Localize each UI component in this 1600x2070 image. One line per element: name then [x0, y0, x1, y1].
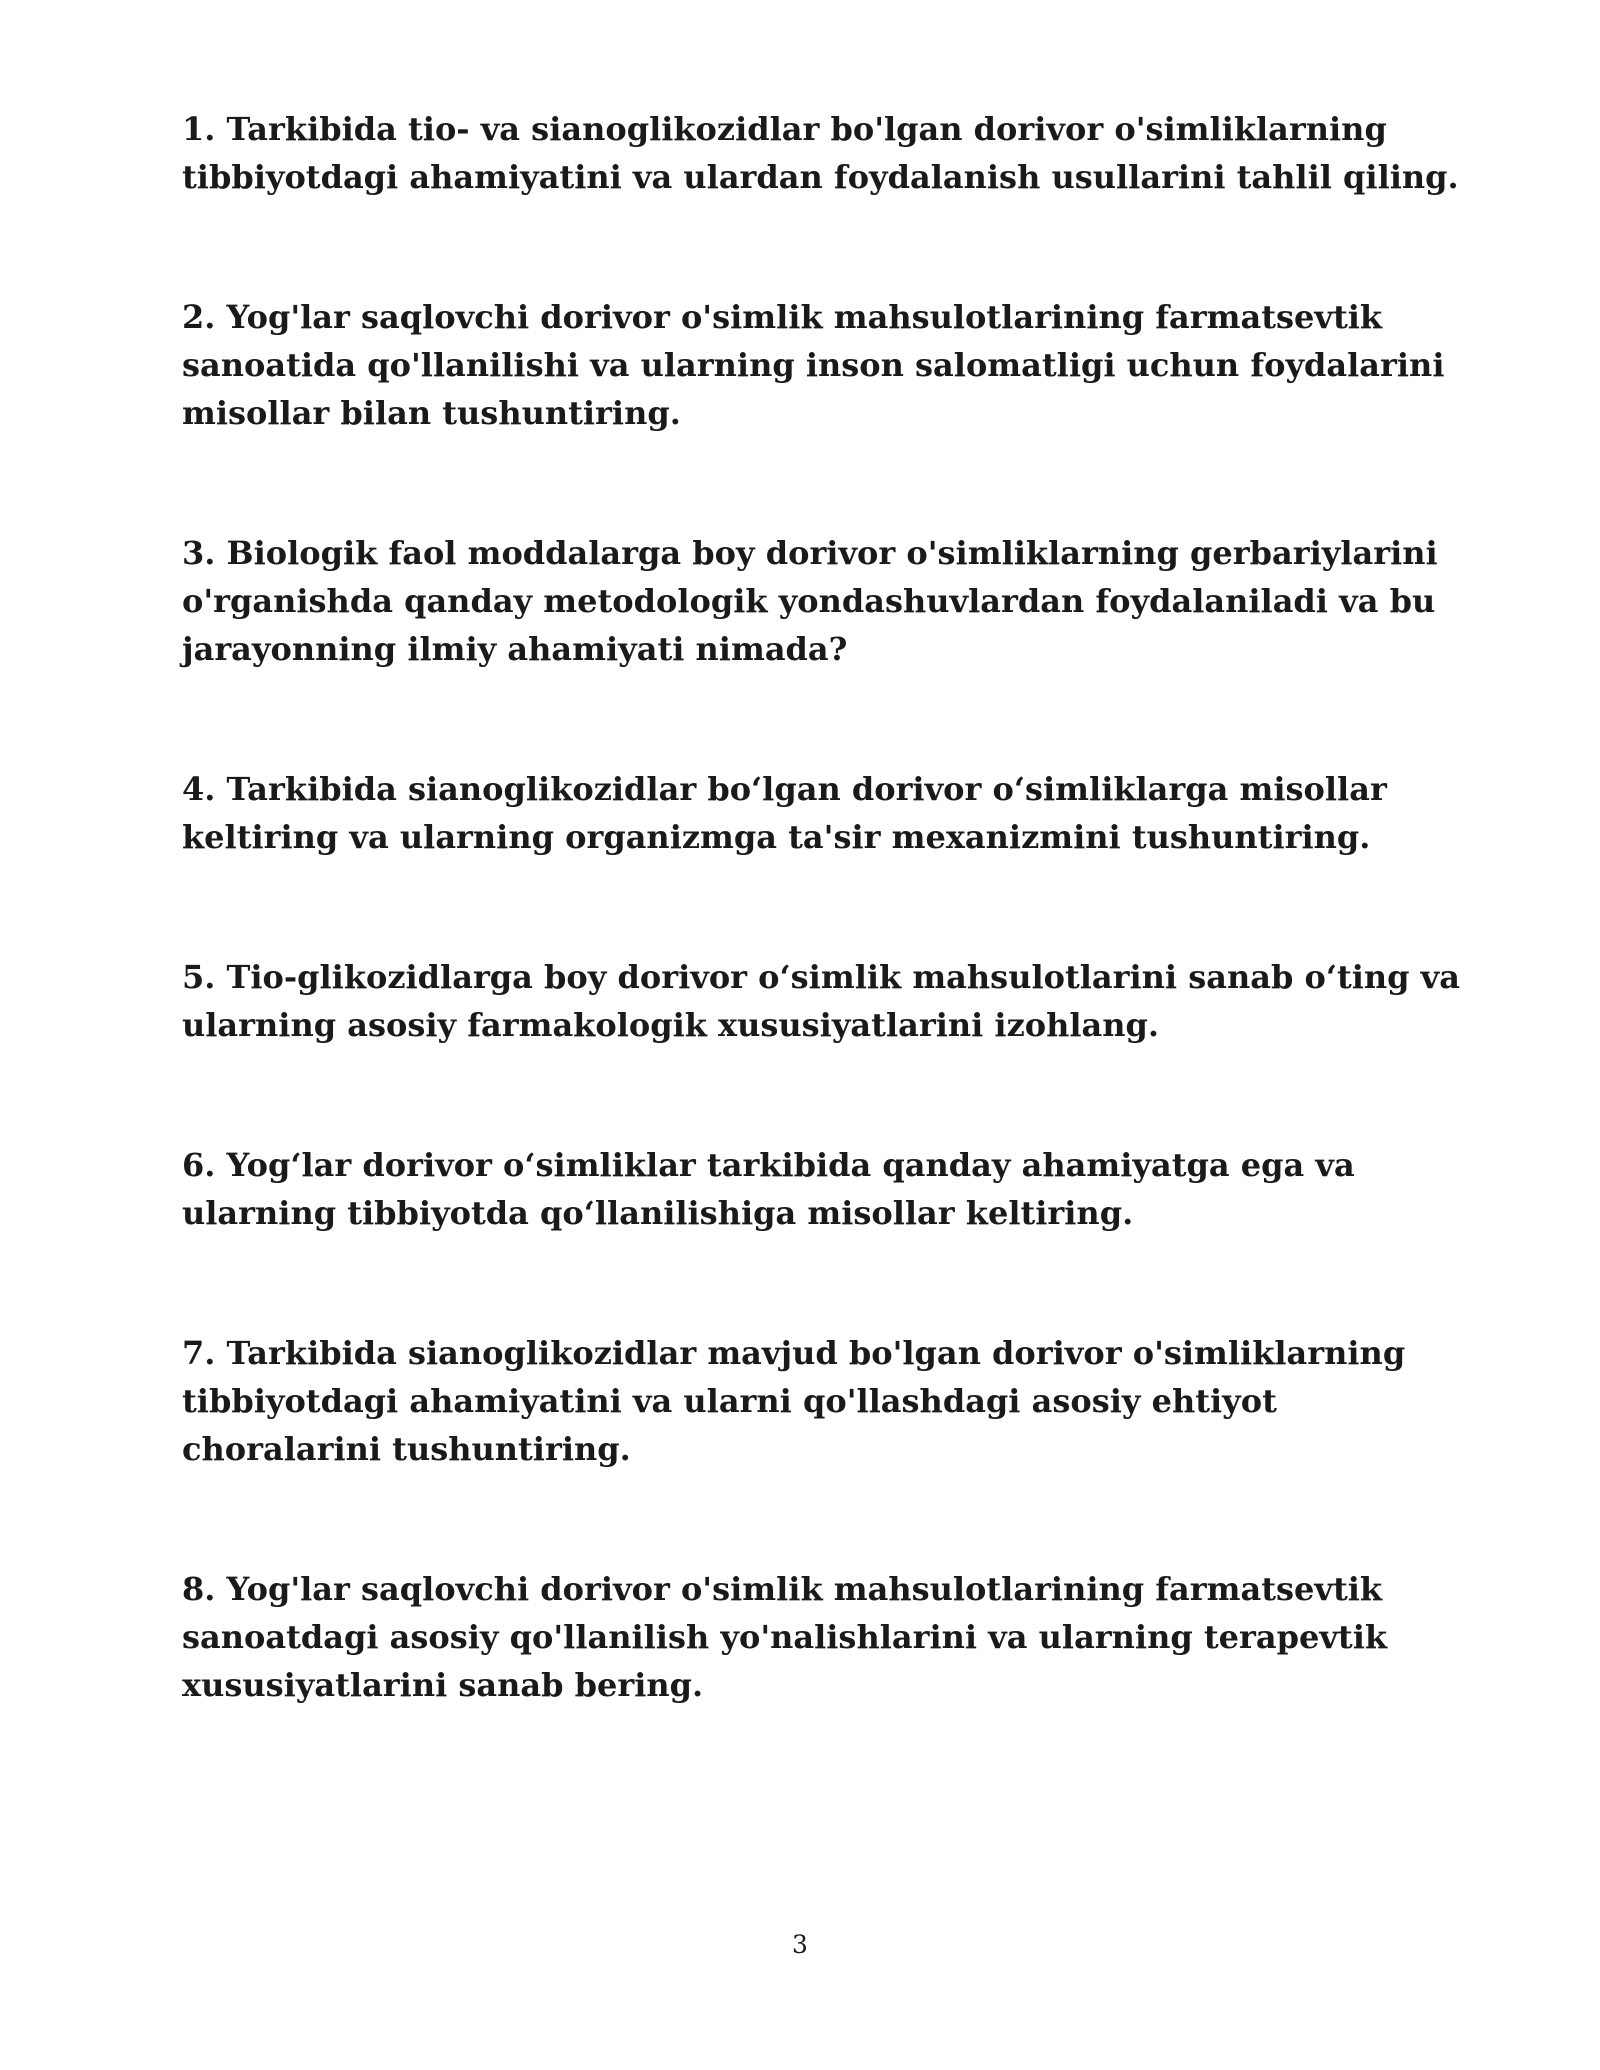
- page-number: 3: [792, 1930, 808, 1959]
- question-item: 6. Yog‘lar dorivor o‘simliklar tarkibida qanday ahamiyatga ega va ularning tibbiyotda qo‘llanilishiga misollar keltiring.: [182, 1146, 1355, 1232]
- question-item: 4. Tarkibida sianoglikozidlar bo‘lgan dorivor o‘simliklarga misollar keltiring va ularning organizmga ta'sir mexanizmini tushuntiring.: [182, 770, 1387, 856]
- question-item: 2. Yog'lar saqlovchi dorivor o'simlik mahsulotlarining farmatsevtik sanoatida qo'llanilishi va ularning inson salomatligi uchun foydalarini misollar bilan tushuntiring.: [182, 298, 1445, 432]
- question-item: 1. Tarkibida tio- va sianoglikozidlar bo'lgan dorivor o'simliklarning tibbiyotdagi ahamiyatini va ulardan foydalanish usullarini tahlil qiling.: [182, 110, 1459, 196]
- question-item: 3. Biologik faol moddalarga boy dorivor o'simliklarning gerbariylarini o'rganishda qanday metodologik yondashuvlardan foydalaniladi va bu jarayonning ilmiy ahamiyati nimada?: [182, 534, 1438, 668]
- question-item: 5. Tio-glikozidlarga boy dorivor o‘simlik mahsulotlarini sanab o‘ting va ularning asosiy farmakologik xususiyatlarini izohlang.: [182, 958, 1460, 1044]
- question-item: 7. Tarkibida sianoglikozidlar mavjud bo'lgan dorivor o'simliklarning tibbiyotdagi ahamiyatini va ularni qo'llashdagi asosiy ehtiyot choralarini tushuntiring.: [182, 1334, 1406, 1468]
- question-list: [182, 105, 1462, 1801]
- question-item: 8. Yog'lar saqlovchi dorivor o'simlik mahsulotlarining farmatsevtik sanoatdagi asosiy qo'llanilish yo'nalishlarini va ularning terapevtik xususiyatlarini sanab bering.: [182, 1570, 1388, 1704]
